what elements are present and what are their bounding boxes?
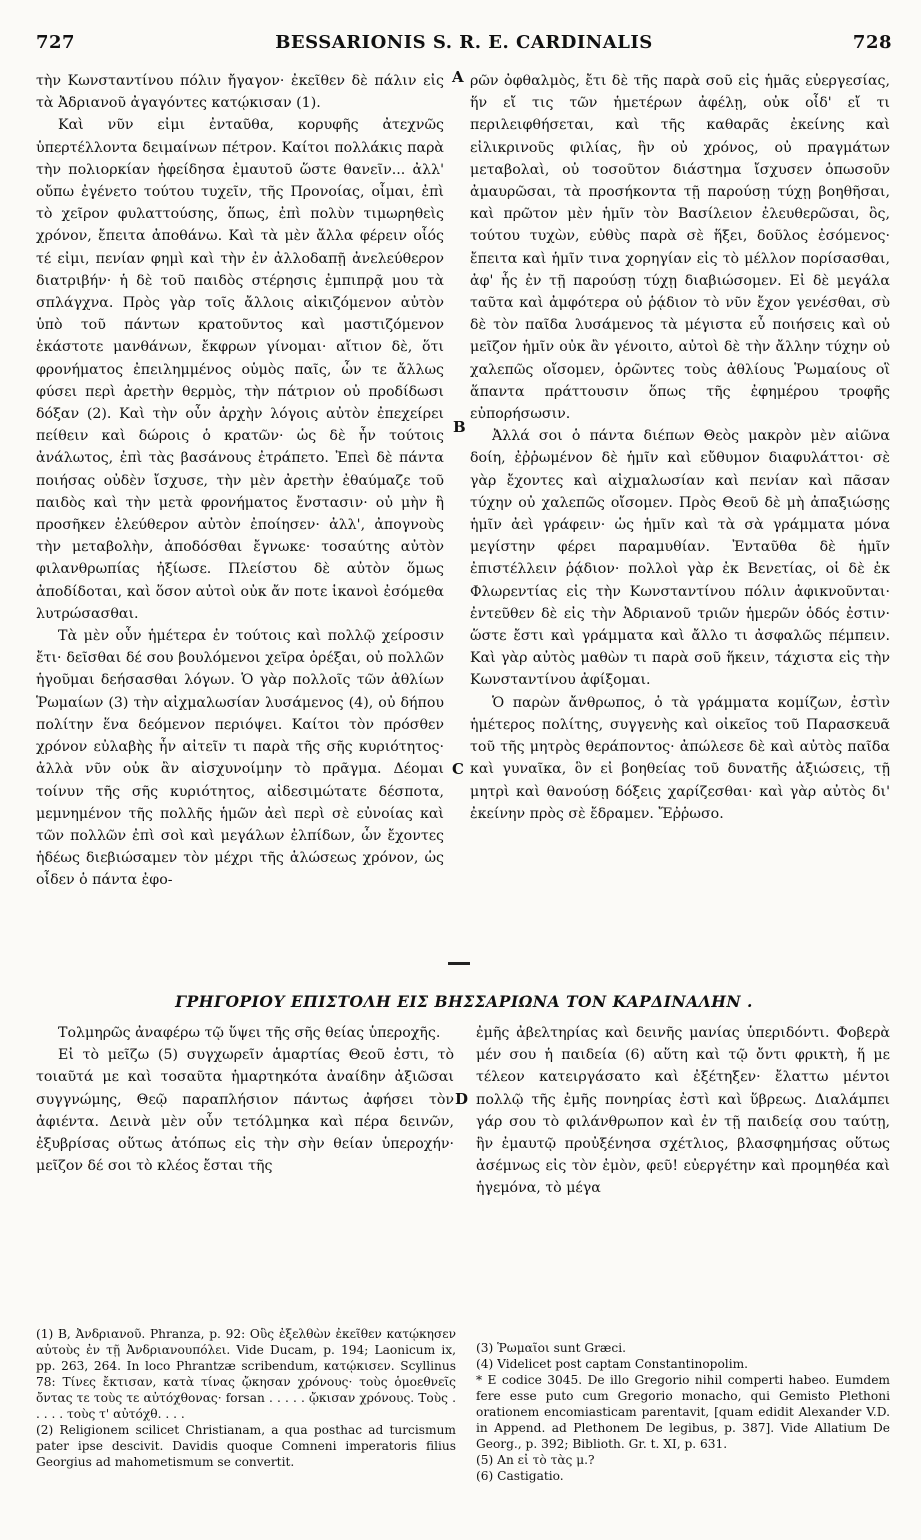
running-title: BESSARIONIS S. R. E. CARDINALIS: [275, 32, 653, 53]
page-number-right: 728: [852, 32, 892, 53]
right-column-bottom: [476, 1022, 890, 1200]
paragraph: Καὶ νῦν εἰμι ἐνταῦθα, κορυφῆς ἀτεχνῶς ὑπερτέλλοντα δειμαίνων πέτρον. Καίτοι πολλάκις παρὰ τὴν πολιορκίαν ἠφείδησα ἐμαυτοῦ ὥστε θανεῖν... ἀλλ' οὔπω ἐγένετο τούτου τυχεῖν, τῆς Προνοίας, οἶμαι, ἐπὶ τὸ χεῖρον φυλαττούσης, ὅπως, ἐπὶ πολὺν τιμωρηθεὶς χρόνον, ἔπειτα ἀποθάνω. Καὶ τὰ μὲν ἄλλα φέρειν οἷός τέ εἰμι, πενίαν φημὶ καὶ τὴν ἐν ἀλλοδαπῇ ἀνελεύθερον διατριβήν· ἡ δὲ τοῦ παιδὸς στέρησις ἐμπιπρᾷ μου τὰ σπλάγχνα. Πρὸς γὰρ τοῖς ἄλλοις αἰκιζόμενον αὐτὸν ὑπὸ τοῦ πάντων κρατοῦντος καὶ μαστιζόμενον ἑκάστοτε μανθάνων, ἔκφρων γίνομαι· αἴτιον δὲ, ὅτι φρονήματος ἐπειλημμένος οὑμὸς παῖς, ὧν τε ἄλλως φύσει περὶ ἀρετὴν θερμὸς, τὴν πάτριον οὐ προδίδωσι δόξαν (2). Καὶ τὴν οὖν ἀρχὴν λόγοις αὐτὸν ἐπεχείρει πείθειν καὶ δώροις ὁ κρατῶν· ὡς δὲ ἦν τούτοις ἀνάλωτος, ἐπὶ τὰς βασάνους ἐτράπετο. Ἐπεὶ δὲ πάντα ποιήσας οὐδὲν ἴσχυσε, τὴν μὲν ἀρετὴν ἐθαύμαζε τοῦ παιδὸς καὶ τὴν μετὰ φρονήματος ἔνστασιν· οὐ μὴν ἢ προσῆκεν ἐλεύθερον αὐτὸν ἐποίησεν· ἀλλ', ἀπογνοὺς τὴν μεταβολὴν, ἀποδόσθαι ἔγνωκε· τοσαύτης αὐτὸν φιλανθρωπίας ἠξίωσε. Πλείστου δὲ αὐτὸν ὅμως ἀποδίδοται, καὶ ὅσον αὐτοὶ οὐκ ἄν ποτε ἱκανοὶ ἐσόμεθα λυτρώσασθαι.: [36, 117, 444, 622]
paragraph: Τολμηρῶς ἀναφέρω τῷ ὕψει τῆς σῆς θείας ὑπεροχῆς.: [58, 1025, 441, 1041]
paragraph: Τὰ μὲν οὖν ἡμέτερα ἐν τούτοις καὶ πολλῷ χείροσιν ἔτι· δεῖσθαι δέ σου βουλόμενοι χεῖρα ὀρέξαι, οὐ πολλῶν ἡγοῦμαι δεήσασθαι λόγων. Ὁ γὰρ πολλοῖς τῶν ἀθλίων Ῥωμαίων (3) τὴν αἰχμαλωσίαν λυσάμενος (4), οὐ δήπου πολίτην ἕνα δεόμενον περιόψει. Καίτοι τὸν πρόσθεν χρόνον εὐλαβὴς ἦν αἰτεῖν τι παρὰ τῆς σῆς κυριότητος· ἀλλὰ νῦν οὐκ ἂν αἰσχυνοίμην τὸ πρᾶγμα. Δέομαι τοίνυν τῆς σῆς κυριότητος, αἰδεσιμώτατε δέσποτα, μεμνημένον τῆς πολλῆς ἡμῶν ἀεὶ περὶ σὲ εὐνοίας καὶ τῶν πολλῶν ἐπὶ σοὶ καὶ μεγάλων ἐλπίδων, ὧν ἔχοντες ἡδέως διεβιώσαμεν τὸν μέχρι τῆς ἁλώσεως χρόνον, ὡς οἶδεν ὁ πάντα ἐφο-: [36, 628, 444, 889]
paragraph: ἐμῆς ἀβελτηρίας καὶ δεινῆς μανίας ὑπεριδόντι. Φοβερὰ μέν σου ἡ παιδεία (6) αὕτη καὶ τῷ ὄντι φρικτὴ, ἥ με τέλεον κατειργάσατο καὶ ἐξέτηξεν· ἔλαττω μέντοι πολλῷ τῆς ἐμῆς πονηρίας ἐστὶ καὶ ὕβρεως. Διαλάμπει γάρ σου τὸ φιλάνθρωπον καὶ ἐν τῇ παιδείᾳ σου ταύτῃ, ἣν ἐμαυτῷ προὐξένησα σχέτλιος, βλασφημήσας οὕτως ἀσέμνως εἰς τὸν ἐμὸν, φεῦ! εὐεργέτην καὶ προμηθέα καὶ ἡγεμόνα, τὸ μέγα: [476, 1025, 890, 1197]
section-title: ΓΡΗΓΟΡΙΟΥ ΕΠΙΣΤΟΛΗ ΕΙΣ ΒΗΣΣΑΡΙΩΝΑ ΤΟΝ ΚΑΡΔΙΝΑΛΗΝ .: [175, 992, 753, 1011]
footnote: (6) Castigatio.: [476, 1469, 564, 1483]
footnote: (5) An εἰ τὸ τὰς μ.?: [476, 1453, 595, 1467]
margin-marker-b: B: [453, 418, 466, 436]
paragraph: Ἀλλά σοι ὁ πάντα διέπων Θεὸς μακρὸν μὲν αἰῶνα δοίη, ἐῤῥωμένον δὲ ἡμῖν καὶ εὔθυμον διαφυλάττοι· σὲ γὰρ ἔχοντες καὶ αἰχμαλωσίαν καὶ πενίαν καὶ πᾶσαν τύχην οὐ χαλεπῶς οἴσομεν. Πρὸς Θεοῦ δὲ μὴ ἀπαξιώσῃς ἡμῖν ἀεὶ γράφειν· ὡς ἡμῖν καὶ τὰ σὰ γράμματα μόνα μεγίστην φέρει παραμυθίαν. Ἐνταῦθα δὲ ἡμῖν ἐπιστέλλειν ῥᾴδιον· πολλοὶ γὰρ ἐκ Βενετίας, οἱ δὲ ἐκ Φλωρεντίας εἰς τὴν Κωνσταντίνου πόλιν ἀφικνοῦνται· ἐντεῦθεν δὲ εἰς τὴν Ἀδριανοῦ τριῶν ἡμερῶν ὁδός ἐστιν· ὥστε ἔστι καὶ γράμματα καὶ ἄλλο τι ἀσφαλῶς πέμπειν. Καὶ γὰρ αὐτὸς μαθὼν τι παρὰ σοῦ ἥκειν, τάχιστα εἰς τὴν Κωνσταντίνου ἀφίξομαι.: [470, 428, 890, 689]
section-divider: [448, 962, 470, 965]
right-column-top: [470, 70, 890, 825]
footnote: (4) Videlicet post captam Constantinopolim.: [476, 1357, 749, 1371]
page-number-left: 727: [36, 32, 76, 53]
paragraph: τὴν Κωνσταντίνου πόλιν ἤγαγον· ἐκεῖθεν δὲ πάλιν εἰς τὰ Ἀδριανοῦ ἀγαγόντες κατῴκισαν (1).: [36, 73, 444, 112]
left-column-top: [36, 70, 444, 892]
left-column-bottom: [36, 1022, 454, 1177]
paragraph: ρῶν ὀφθαλμὸς, ἔτι δὲ τῆς παρὰ σοῦ εἰς ἡμᾶς εὐεργεσίας, ἥν εἴ τις τῶν ἡμετέρων ἀφέλῃ, οὐκ οἶδ' εἴ τι περιλειφθήσεται, καὶ τῆς καθαρᾶς ἐκείνης καὶ εἰλικρινοῦς φιλίας, ἣν οὐ χρόνος, οὐ πραγμάτων μεταβολαὶ, οὐ τοσοῦτον διάστημα ἴσχυσεν ὁπωσοῦν ἀμαυρῶσαι, τὰ προσήκοντα τῇ παρούσῃ τύχῃ βοηθῆσαι, καὶ πρῶτον μὲν ἡμῖν τὸν Βασίλειον ἐλευθερῶσαι, ὃς, τούτου τυχὼν, εὐθὺς παρὰ σὲ ἥξει, δοῦλος ἐσόμενος· ἔπειτα καὶ ἡμῖν τινα χορηγίαν εἰς τὸ μέλλον πορίσασθαι, ἀφ' ἧς ἐν τῇ παρούσῃ τύχῃ διαβιώσομεν. Εἰ δὲ μεγάλα ταῦτα καὶ ἀμφότερα οὐ ῥᾴδιον τὸ νῦν ἔχον γενέσθαι, σὺ δὲ τὸν παῖδα λυσάμενος τὰ μέγιστα εὖ ποιήσεις καὶ οὐ μεῖζον ἡμῖν οὐκ ἂν γένοιτο, αὐτοὶ δὲ τὴν ἄλλην τύχην οὐ χαλεπῶς οἴσομεν, ὁρῶντες τοὺς ἀθλίους Ῥωμαίους οἳ ἅπαντα πράττουσιν ὅπως τῆς ἐφημέρου τροφῆς εὐπορήσωσιν.: [470, 73, 890, 423]
footnotes-right: [476, 1340, 890, 1484]
footnote: (3) Ῥωμαῖοι sunt Græci.: [476, 1341, 626, 1355]
margin-marker-c: C: [452, 760, 464, 778]
margin-marker-d: D: [455, 1090, 469, 1108]
paragraph: Εἰ τὸ μεῖζω (5) συγχωρεῖν ἁμαρτίας Θεοῦ ἐστι, τὸ τοιαῦτά με καὶ τοσαῦτα ἡμαρτηκότα ἀναίδην ἀξιῶσαι συγγνώμης, Θεῷ παραπλήσιον πάντως ἀφήσει τὸν ἀφιέντα. Δεινὰ μὲν οὖν τετόλμηκα καὶ πέρα δεινῶν, ἐξυβρίσας οὕτως ἀτόπως εἰς τὴν σὴν θείαν ὑπεροχήν· μεῖζον δέ σοι τὸ κλέος ἔσται τῆς: [36, 1047, 454, 1175]
running-header: [36, 32, 892, 62]
footnote: (2) Religionem scilicet Christianam, a qua posthac ad turcismum pater ipse descivit. Davidis quoque Comneni imperatoris filius Georgius ad mahometismum se convertit.: [36, 1423, 456, 1469]
footnotes-left: [36, 1326, 456, 1470]
margin-marker-a: A: [452, 68, 464, 86]
footnote: (1) B, Ἀνδριανοῦ. Phranza, p. 92: Οὓς ἐξελθὼν ἐκεῖθεν κατῴκησεν αὐτοὺς ἐν τῇ Ἀνδριανουπόλει. Vide Ducam, p. 194; Laonicum ix, pp. 263, 264. In loco Phrantzæ scribendum, κατῴκισεν. Scyllinus 78: Τίνες ἔκτισαν, κατὰ τίνας ᾤκησαν χρόνους· τοὺς ὁμοεθνεῖς ὄντας τε τοὺς τε αὐτόχθονας· forsan . . . . . ᾤκισαν χρόνους. Τοὺς . . . . . τοὺς τ' αὐτόχθ. . . .: [36, 1327, 456, 1421]
footnote: * E codice 3045. De illo Gregorio nihil comperti habeo. Eumdem fere esse puto cum Gregorio monacho, qui Gemisto Plethoni orationem encomiasticam parentavit, [quam edidit Alexander V.D. in Append. ad Plethonem De legibus, p. 387]. Vide Allatium De Georg., p. 392; Biblioth. Gr. t. XI, p. 631.: [476, 1373, 890, 1451]
paragraph: Ὁ παρὼν ἄνθρωπος, ὁ τὰ γράμματα κομίζων, ἐστὶν ἡμέτερος πολίτης, συγγενὴς καὶ οἰκεῖος τοῦ Παρασκευᾶ τοῦ τῆς μητρὸς θεράποντος· ἀπώλεσε δὲ καὶ αὐτὸς παῖδα καὶ γυναῖκα, ὃν εἰ βοηθείας τοῦ δυνατῆς ἀξιώσεις, τῇ μητρὶ καὶ θανούσῃ δόξεις χαρίζεσθαι· καὶ γὰρ αὐτὸς δι' ἐκείνην πρὸς σὲ ἔδραμεν. Ἔῤῥωσο.: [470, 694, 890, 822]
